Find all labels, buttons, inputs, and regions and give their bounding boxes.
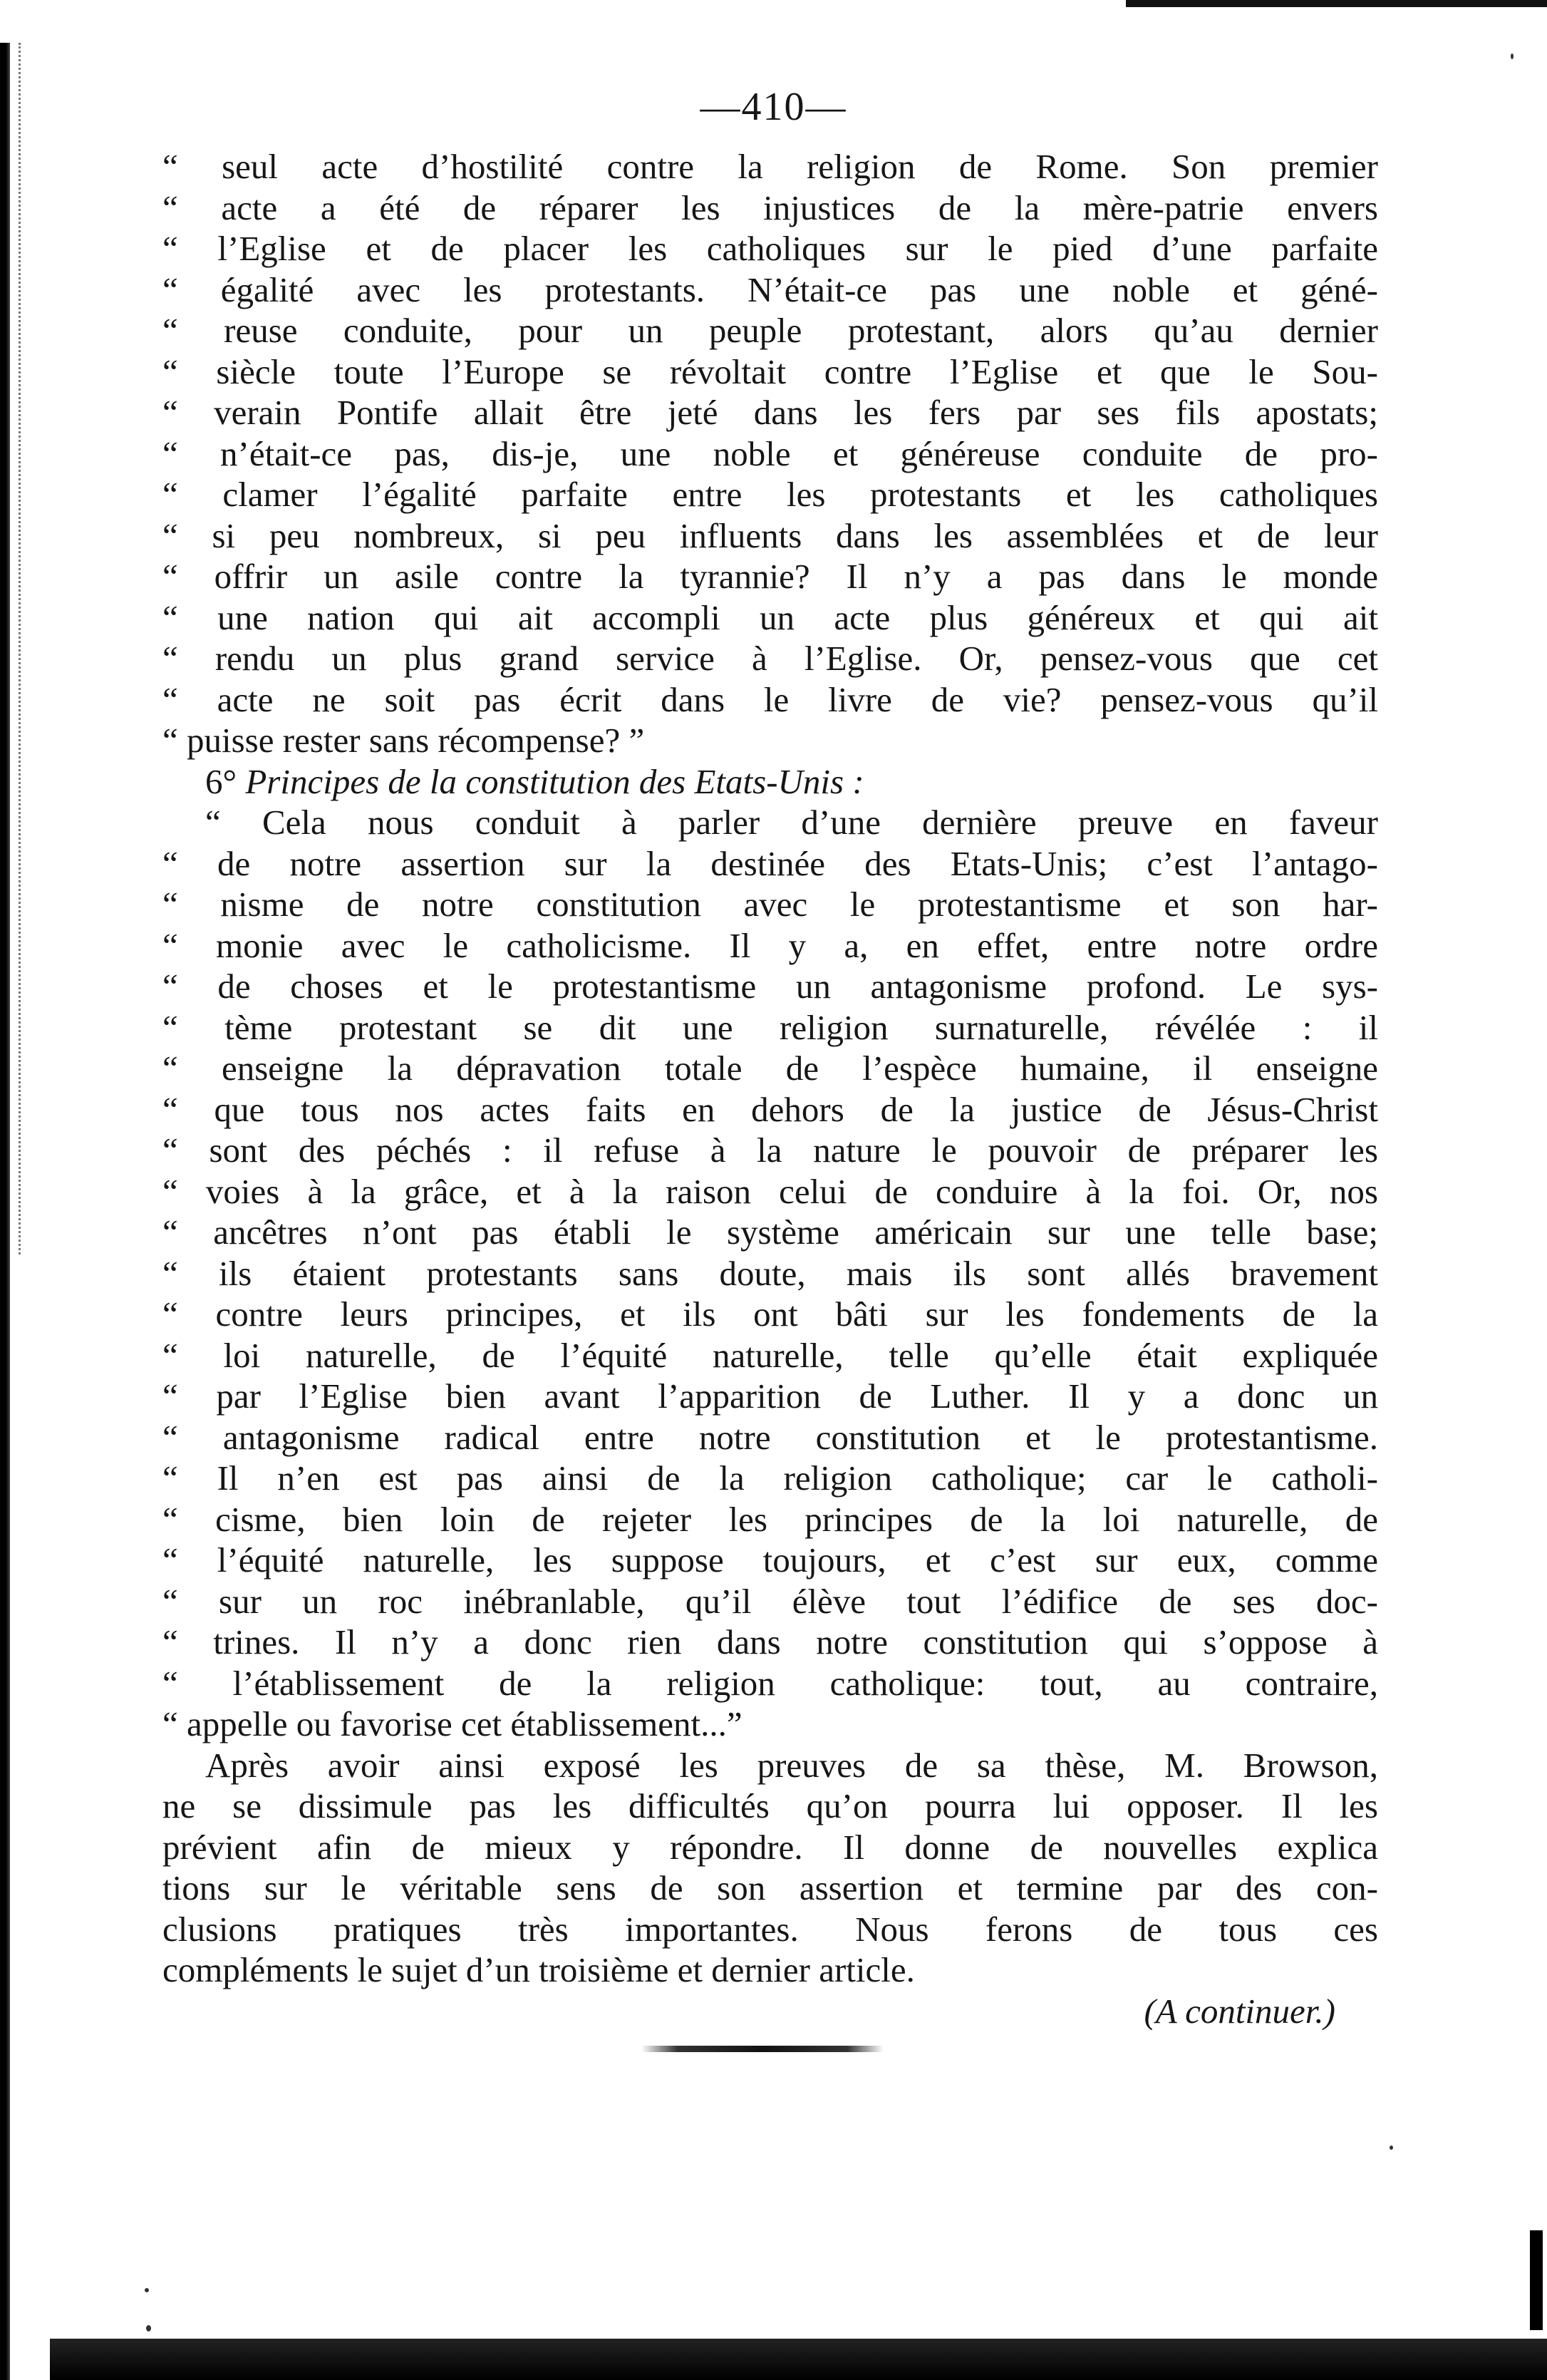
text-line: “ sur un roc inébranlable, qu’il élève tout l’édifice de ses doc- xyxy=(162,1581,1378,1621)
text-line: prévient afin de mieux y répondre. Il donne de nouvelles explica xyxy=(162,1827,1378,1867)
text-line: clusions pratiques très importantes. Nous ferons de tous ces xyxy=(162,1909,1378,1949)
end-ornament-rule xyxy=(641,2046,884,2052)
text-line: “ n’était-ce pas, dis-je, une noble et généreuse conduite de pro- xyxy=(162,433,1378,473)
section-heading xyxy=(162,761,1378,803)
text-line: “ acte ne soit pas écrit dans le livre de vie? pensez-vous qu’il xyxy=(162,679,1378,719)
print-speck xyxy=(1511,53,1514,59)
text-line: “ ancêtres n’ont pas établi le système américain sur une telle base; xyxy=(162,1212,1378,1252)
text-line: “ de notre assertion sur la destinée des Etats-Unis; c’est l’antago- xyxy=(162,843,1378,883)
text-line: “ puisse rester sans récompense? ” xyxy=(162,721,645,760)
text-line: “ Il n’en est pas ainsi de la religion catholique; car le catholi- xyxy=(162,1458,1378,1498)
page-body xyxy=(162,146,1378,2031)
text-line: “ cisme, bien loin de rejeter les principes de la loi naturelle, de xyxy=(162,1499,1378,1539)
text-line: “ l’établissement de la religion catholique: tout, au contraire, xyxy=(162,1663,1378,1703)
section-number: 6° xyxy=(205,761,237,801)
continuation-note xyxy=(162,1991,1378,2032)
text-line: “ loi naturelle, de l’équité naturelle, telle qu’elle était expliquée xyxy=(162,1335,1378,1375)
text-line: “ seul acte d’hostilité contre la religion de Rome. Son premier xyxy=(162,147,1378,186)
text-line: “ l’Eglise et de placer les catholiques sur le pied d’une parfaite xyxy=(162,229,1378,268)
text-line: compléments le sujet d’un troisième et dernier article. xyxy=(162,1950,915,1989)
text-line: “ nisme de notre constitution avec le protestantisme et son har- xyxy=(162,885,1378,924)
text-line: “ trines. Il n’y a donc rien dans notre constitution qui s’oppose à xyxy=(162,1622,1378,1662)
text-line: tions sur le véritable sens de son assertion et termine par des con- xyxy=(162,1868,1378,1907)
print-speck xyxy=(146,2325,151,2332)
text-line: “ de choses et le protestantisme un antagonisme profond. Le sys- xyxy=(162,967,1378,1006)
text-line: ne se dissimule pas les difficultés qu’on pourra lui opposer. Il les xyxy=(162,1786,1378,1825)
text-line: “ tème protestant se dit une religion surnaturelle, révélée : il xyxy=(162,1007,1378,1047)
top-edge-rule xyxy=(1126,0,1547,7)
text-line: “ par l’Eglise bien avant l’apparition de Luther. Il y a donc un xyxy=(162,1376,1378,1416)
binding-dots xyxy=(19,43,25,1255)
text-line: “ égalité avec les protestants. N’était-ce pas une noble et géné- xyxy=(162,269,1378,309)
text-line: “ appelle ou favorise cet établissement...” xyxy=(162,1704,743,1743)
text-line: “ verain Pontife allait être jeté dans les fers par ses fils apostats; xyxy=(162,393,1378,432)
right-edge-mark xyxy=(1530,2230,1543,2330)
print-speck xyxy=(1390,2145,1393,2150)
text-line: “ acte a été de réparer les injustices de la mère-patrie envers xyxy=(162,187,1378,227)
bottom-edge-band xyxy=(50,2339,1547,2380)
text-line: “ reuse conduite, pour un peuple protestant, alors qu’au dernier xyxy=(162,311,1378,350)
text-line: “ clamer l’égalité parfaite entre les protestants et les catholiques xyxy=(162,475,1378,514)
text-line: “ une nation qui ait accompli un acte plus généreux et qui ait xyxy=(162,597,1378,637)
section-title: Principes de la constitution des Etats-Unis : xyxy=(245,761,864,801)
text-line: “ sont des péchés : il refuse à la nature le pouvoir de préparer les xyxy=(162,1130,1378,1170)
text-line: “ contre leurs principes, et ils ont bâti sur les fondements de la xyxy=(162,1294,1378,1334)
text-line: “ siècle toute l’Europe se révoltait contre l’Eglise et que le Sou- xyxy=(162,351,1378,391)
text-line: “ que tous nos actes faits en dehors de la justice de Jésus-Christ xyxy=(162,1089,1378,1129)
print-speck xyxy=(145,2288,149,2292)
text-line: “ enseigne la dépravation totale de l’espèce humaine, il enseigne xyxy=(162,1049,1378,1088)
text-line: “ ils étaient protestants sans doute, mais ils sont allés bravement xyxy=(162,1253,1378,1293)
text-line: Après avoir ainsi exposé les preuves de sa thèse, M. Browson, xyxy=(205,1745,1378,1785)
page-number: —410— xyxy=(700,85,847,129)
text-line: “ offrir un asile contre la tyrannie? Il n’y a pas dans le monde xyxy=(162,557,1378,596)
binding-edge xyxy=(0,43,10,2380)
text-line: “ l’équité naturelle, les suppose toujours, et c’est sur eux, comme xyxy=(162,1540,1378,1580)
text-line: “ voies à la grâce, et à la raison celui de conduire à la foi. Or, nos xyxy=(162,1171,1378,1211)
text-line: “ Cela nous conduit à parler d’une dernière preuve en faveur xyxy=(205,803,1378,842)
text-line: “ antagonisme radical entre notre constitution et le protestantisme. xyxy=(162,1417,1378,1457)
text-line: “ monie avec le catholicisme. Il y a, en effet, entre notre ordre xyxy=(162,925,1378,965)
text-line: “ rendu un plus grand service à l’Eglise. Or, pensez-vous que cet xyxy=(162,639,1378,678)
continuation-text: (A continuer.) xyxy=(1144,1991,1335,2031)
text-line: “ si peu nombreux, si peu influents dans les assemblées et de leur xyxy=(162,515,1378,555)
